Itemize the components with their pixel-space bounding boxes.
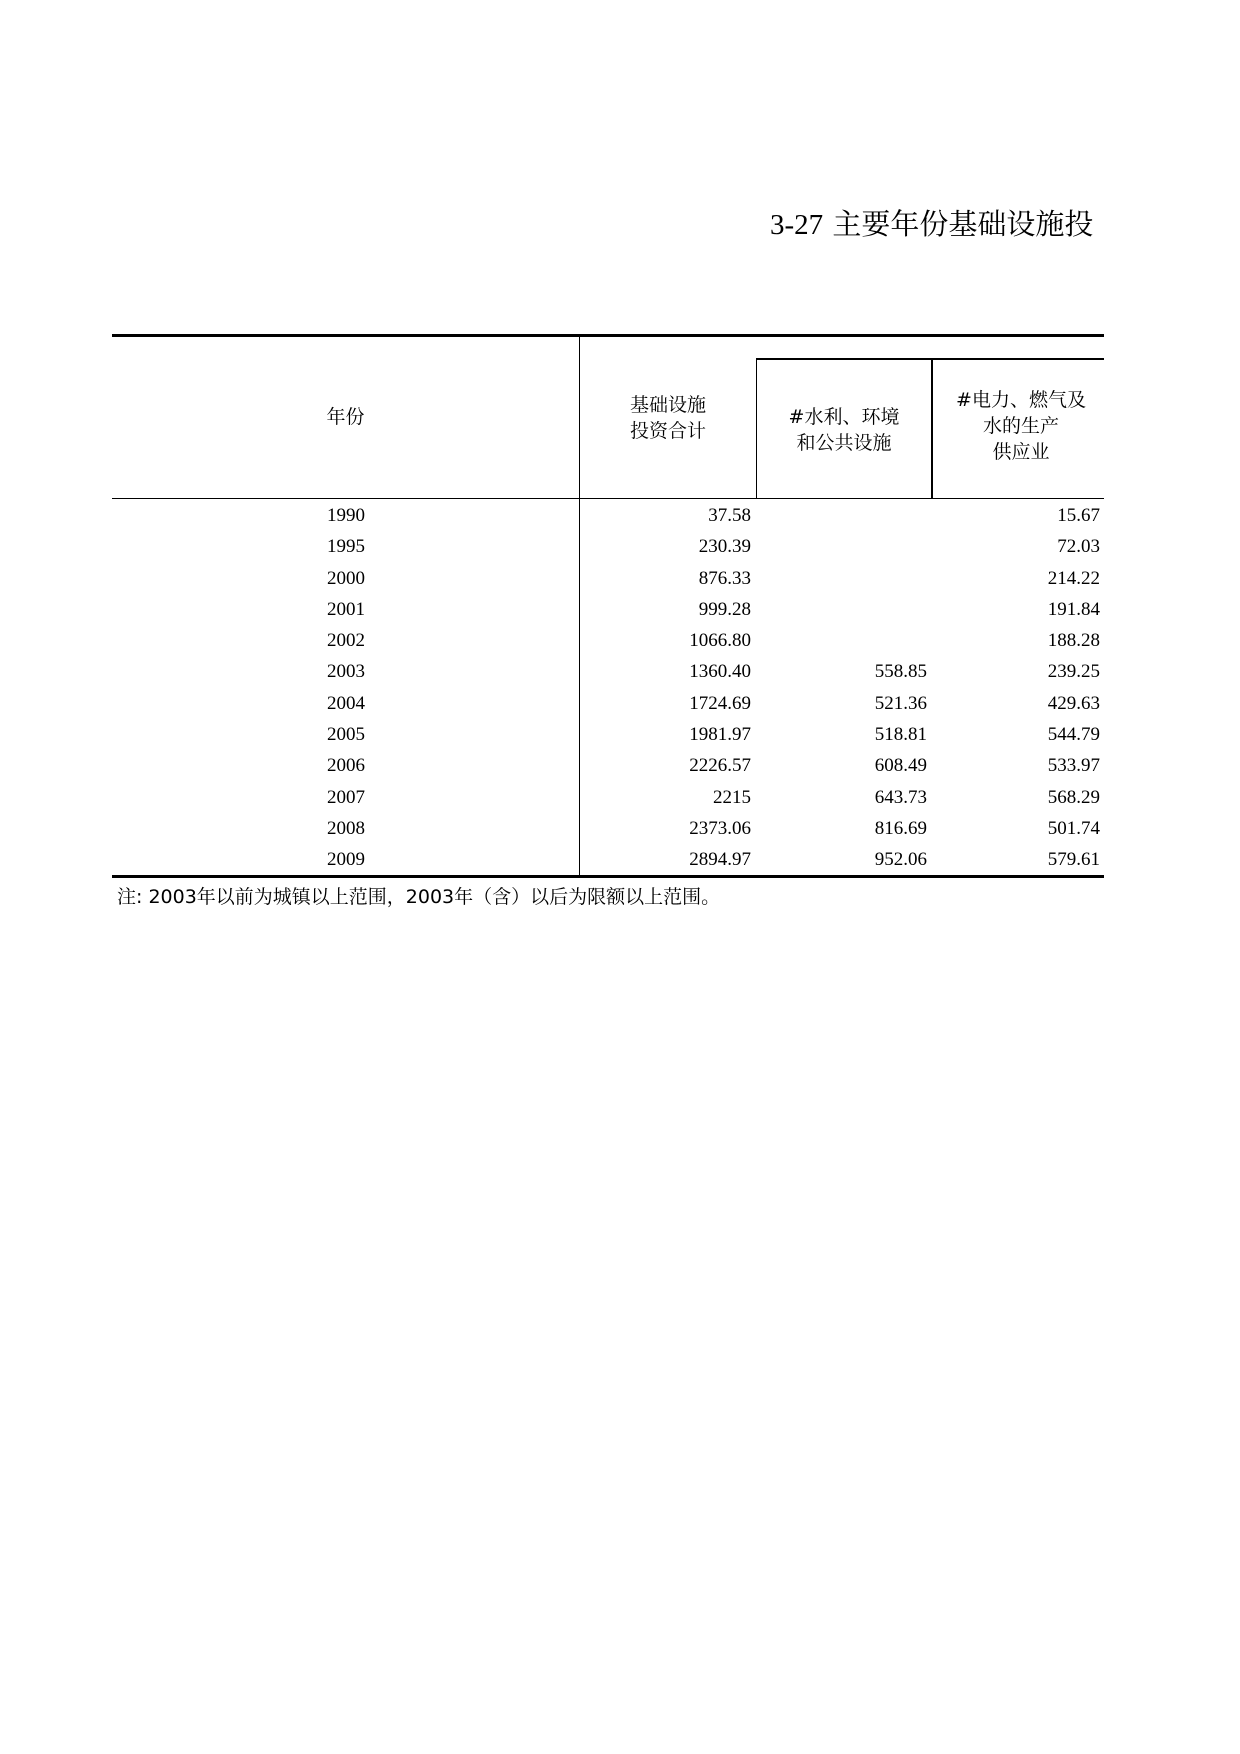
- table-row: [112, 688, 1104, 719]
- cell-water: 608.49: [874, 755, 927, 777]
- table-row: [112, 782, 1104, 813]
- cell-total: 876.33: [698, 567, 751, 589]
- cell-water: 521.36: [874, 692, 927, 714]
- cell-year: 2001: [327, 598, 365, 620]
- cell-water: 952.06: [874, 849, 927, 871]
- cell-total: 1981.97: [689, 724, 751, 746]
- page-title: [770, 202, 1104, 246]
- cell-total: 1724.69: [689, 692, 751, 714]
- table-row: [112, 531, 1104, 562]
- cell-power: 533.97: [1047, 755, 1100, 777]
- table-row: [112, 656, 1104, 687]
- cell-year: 2006: [327, 755, 365, 777]
- table-row: [112, 500, 1104, 531]
- table-body: [112, 500, 1104, 876]
- cell-year: 2009: [327, 849, 365, 871]
- data-table: [112, 334, 1104, 878]
- cell-power: 239.25: [1047, 661, 1100, 683]
- cell-total: 2373.06: [689, 817, 751, 839]
- title-text: 主要年份基础设施投: [832, 207, 1094, 241]
- header-water: #水利、环境 和公共设施: [788, 406, 900, 454]
- cell-water: 518.81: [874, 724, 927, 746]
- table-note: 注: 2003年以前为城镇以上范围，2003年（含）以后为限额以上范围。: [117, 886, 721, 908]
- cell-power: 579.61: [1047, 849, 1100, 871]
- title-number: 3-27: [770, 209, 824, 241]
- table-row: [112, 813, 1104, 844]
- cell-total: 2215: [713, 786, 751, 808]
- cell-total: 2894.97: [689, 849, 751, 871]
- table-row: [112, 844, 1104, 875]
- cell-power: 214.22: [1047, 567, 1100, 589]
- cell-year: 2004: [327, 692, 365, 714]
- header-power: #电力、燃气及 水的生产 供应业: [956, 389, 1086, 463]
- table-row: [112, 563, 1104, 594]
- cell-total: 1066.80: [689, 630, 751, 652]
- table-row: [112, 594, 1104, 625]
- cell-year: 2008: [327, 817, 365, 839]
- cell-power: 72.03: [1057, 536, 1100, 558]
- cell-total: 999.28: [698, 598, 751, 620]
- cell-total: 230.39: [698, 536, 751, 558]
- subheader-top-rule: [756, 358, 1104, 360]
- cell-power: 544.79: [1047, 724, 1100, 746]
- table-row: [112, 750, 1104, 781]
- cell-power: 501.74: [1047, 817, 1100, 839]
- header-year: 年份: [326, 406, 365, 428]
- cell-total: 2226.57: [689, 755, 751, 777]
- cell-power: 429.63: [1047, 692, 1100, 714]
- header-total: 基础设施 投资合计: [629, 394, 706, 442]
- header-bottom-rule: [112, 498, 1104, 499]
- cell-power: 15.67: [1057, 505, 1100, 526]
- cell-year: 2000: [327, 567, 365, 589]
- cell-year: 1995: [327, 536, 365, 558]
- cell-power: 568.29: [1047, 786, 1100, 808]
- cell-year: 1990: [327, 505, 365, 526]
- cell-water: 643.73: [874, 786, 927, 808]
- table-top-rule: [112, 334, 1104, 337]
- cell-total: 1360.40: [689, 661, 751, 683]
- cell-year: 2003: [327, 661, 365, 683]
- cell-water: 816.69: [874, 817, 927, 839]
- cell-year: 2005: [327, 724, 365, 746]
- table-row: [112, 625, 1104, 656]
- cell-year: 2002: [327, 630, 365, 652]
- cell-power: 191.84: [1047, 598, 1100, 620]
- cell-water: 558.85: [874, 661, 927, 683]
- cell-year: 2007: [327, 786, 365, 808]
- cell-power: 188.28: [1047, 630, 1100, 652]
- cell-total: 37.58: [708, 505, 751, 526]
- table-row: [112, 719, 1104, 750]
